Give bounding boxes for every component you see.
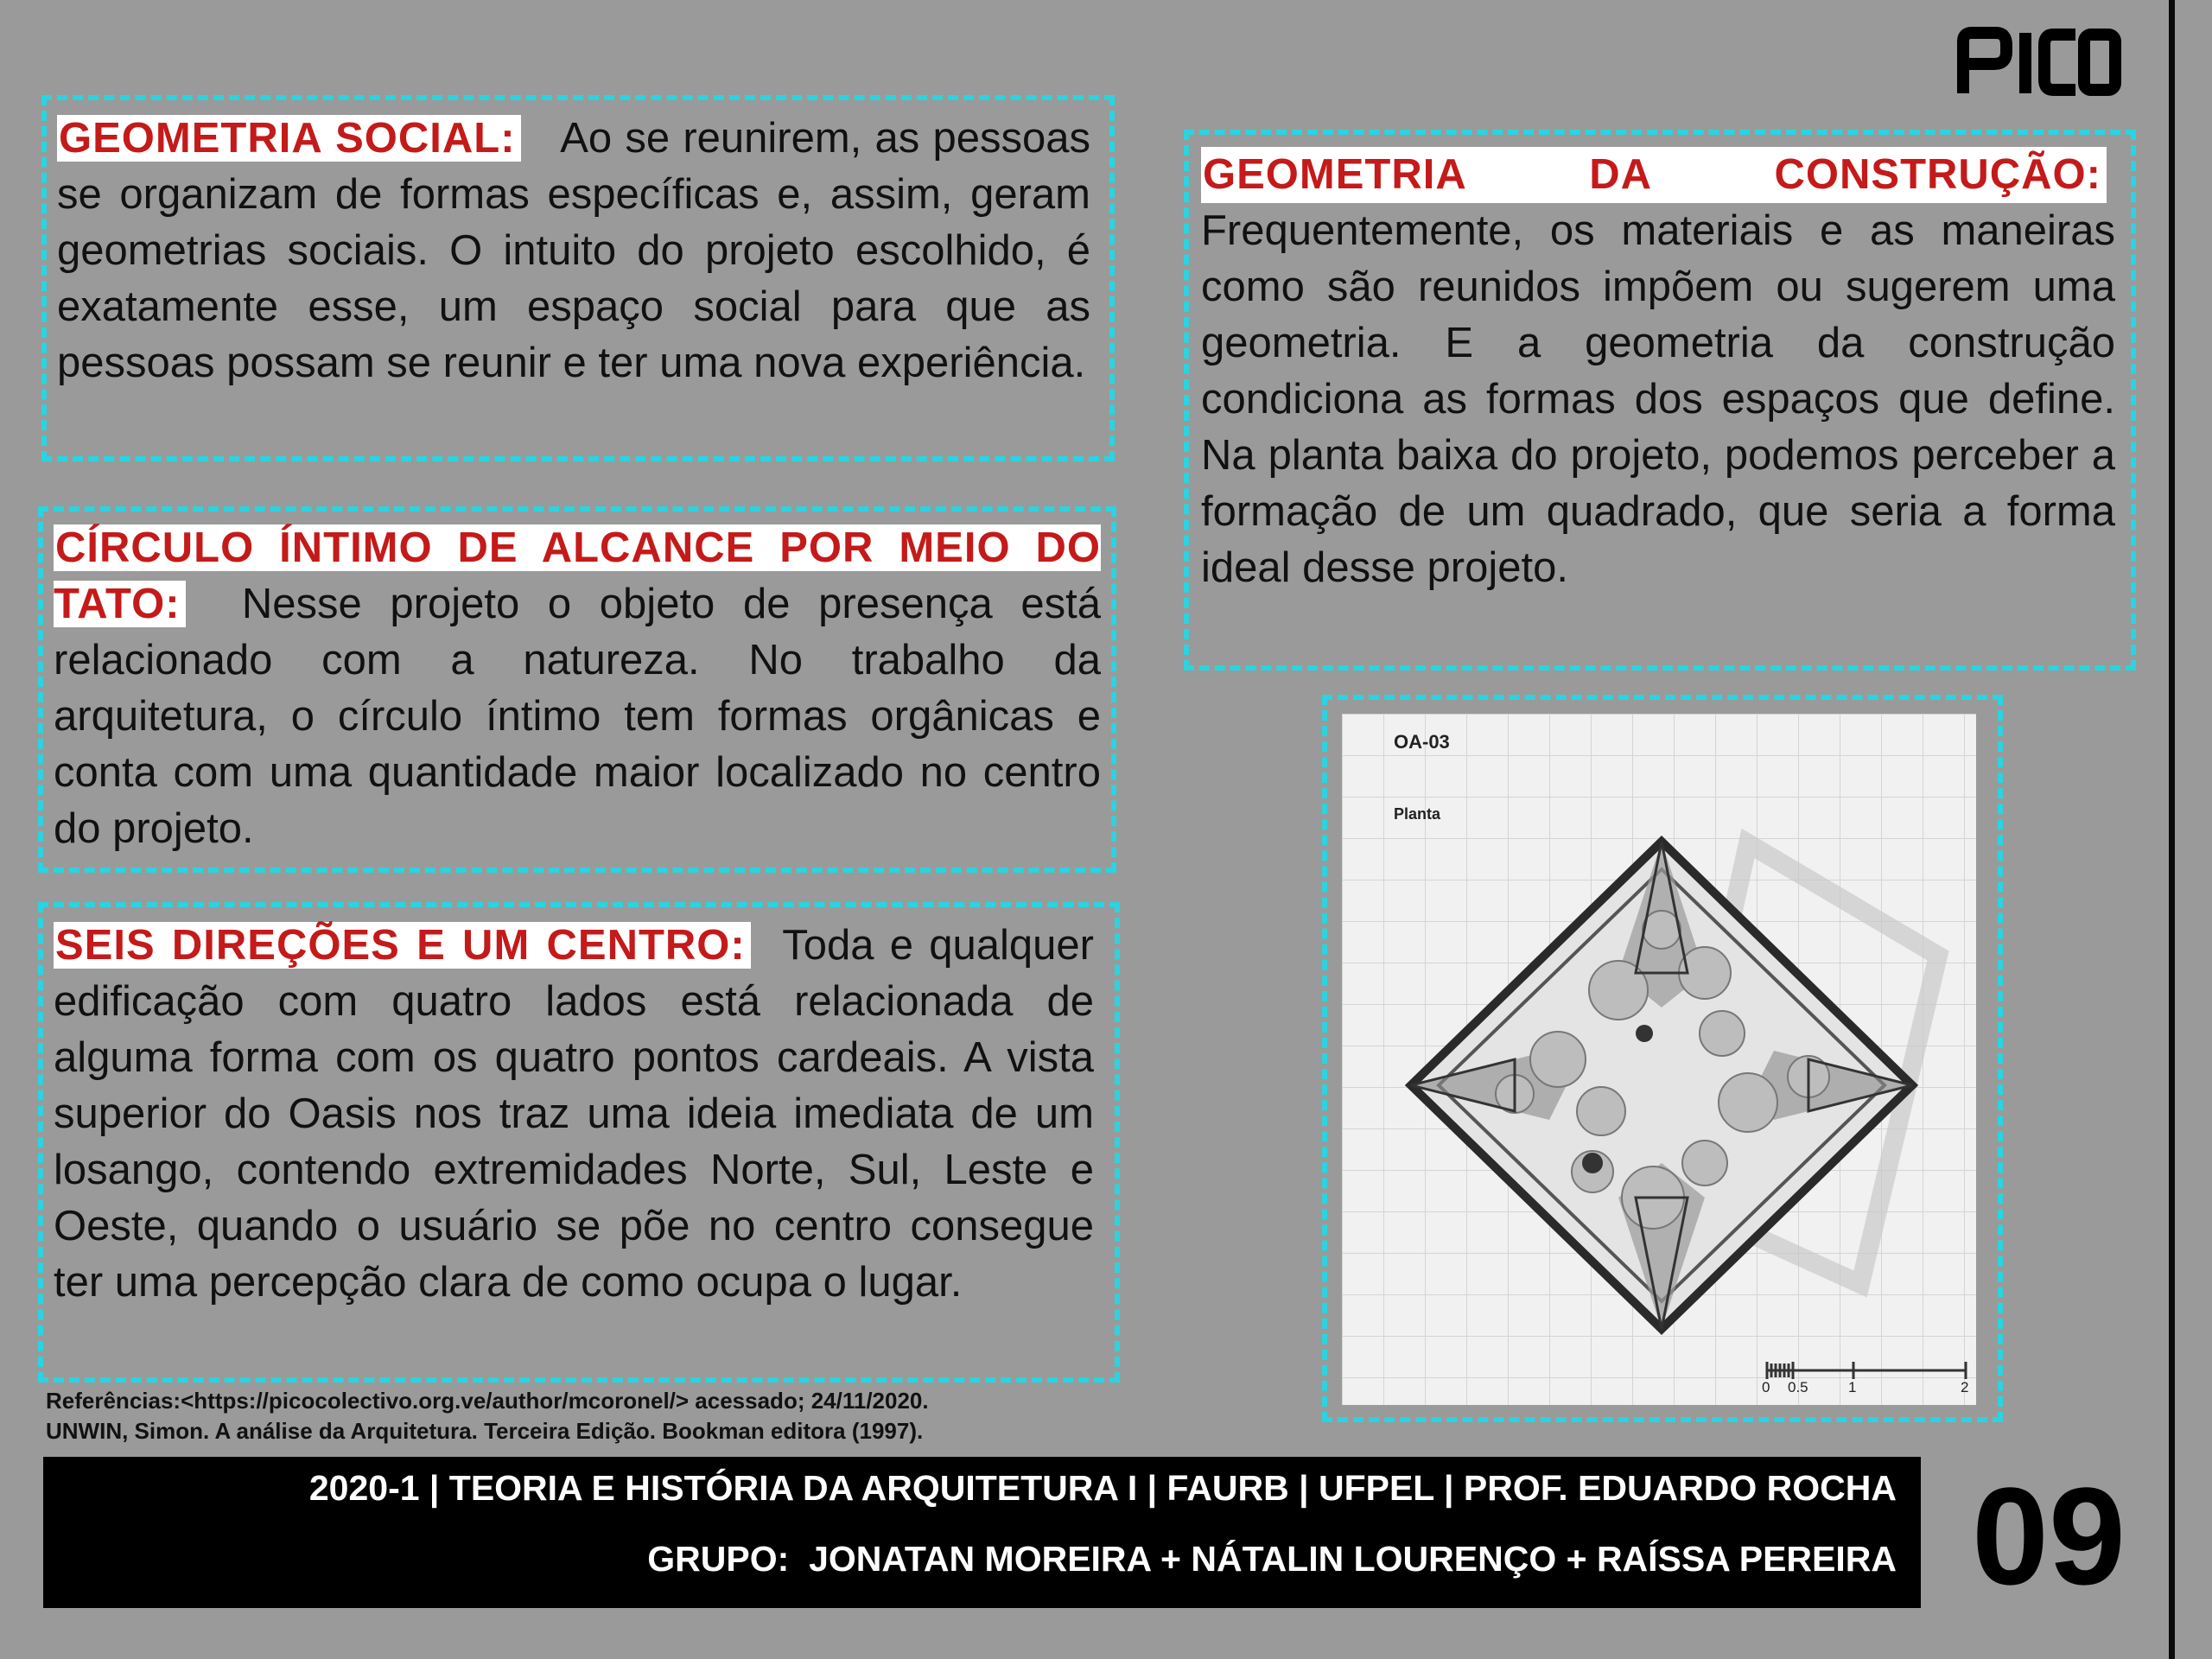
geometria-construcao-heading: GEOMETRIA DA CONSTRUÇÃO: [1201,147,2107,203]
group-line: GRUPO: JONATAN MOREIRA + NÁTALIN LOURENÇO + RAÍSSA PEREIRA [647,1539,1897,1579]
right-edge-rule [2169,0,2175,1659]
circulo-intimo-text [54,520,1101,857]
floor-plan-image [1342,714,1976,1405]
geometria-construcao-text [1201,147,2115,596]
plan-code: OA-03 [1394,731,1450,753]
reference-line: UNWIN, Simon. A análise da Arquitetura. Terceira Edição. Bookman editora (1997). [46,1418,924,1444]
geometria-social-heading: GEOMETRIA SOCIAL: [57,115,521,162]
scale-label-05: 0.5 [1788,1379,1808,1395]
references [46,1386,929,1446]
geometria-social-body: Ao se reunirem, as pessoas se organizam de formas específicas e, assim, geram geometrias sociais. O intuito do projeto escolhido, é exatamente esse, um espaço social para que as pessoas possam se reunir e ter uma nova experiência. [57,115,1090,386]
scale-label-2: 2 [1961,1379,1969,1395]
course-line: 2020-1 | TEORIA E HISTÓRIA DA ARQUITETURA I | FAURB | UFPEL | PROF. EDUARDO ROCHA [308,1468,1897,1508]
geometria-construcao-body: Frequentemente, os materiais e as maneiras como são reunidos impõem ou sugerem uma geometria. E a geometria da construção condiciona as formas dos espaços que define. Na planta baixa do projeto, podemos perceber a formação de um quadrado, que seria a forma ideal desse projeto. [1201,207,2115,591]
scale-label-1: 1 [1848,1379,1857,1395]
seis-direcoes-text [54,918,1094,1311]
circulo-intimo-heading: CÍRCULO ÍNTIMO DE ALCANCE POR MEIO DO TATO: [54,524,1101,627]
scale-label-0: 0 [1762,1379,1770,1395]
footer-bar [43,1457,1921,1608]
circulo-intimo-body: Nesse projeto o objeto de presença está relacionado com a natureza. No trabalho da arquitetura, o círculo íntimo tem formas orgânicas e conta com uma quantidade maior localizado no centro do projeto. [54,581,1101,852]
geometria-social-text [57,111,1090,391]
seis-direcoes-heading: SEIS DIREÇÕES E UM CENTRO: [54,922,751,969]
page-number: 09 [1972,1459,2126,1613]
plan-label: Planta [1394,805,1441,823]
reference-line: Referências:<https://picocolectivo.org.ve/author/mcoronel/> acessado; 24/11/2020. [46,1388,929,1414]
pico-logo [1955,26,2122,97]
seis-direcoes-body: Toda e qualquer edificação com quatro lados está relacionada de alguma forma com os quatro pontos cardeais. A vista superior do Oasis nos traz uma ideia imediata de um losango, contendo extremidades Norte, Sul, Leste e Oeste, quando o usuário se põe no centro consegue ter uma percepção clara de como ocupa o lugar. [54,922,1095,1306]
